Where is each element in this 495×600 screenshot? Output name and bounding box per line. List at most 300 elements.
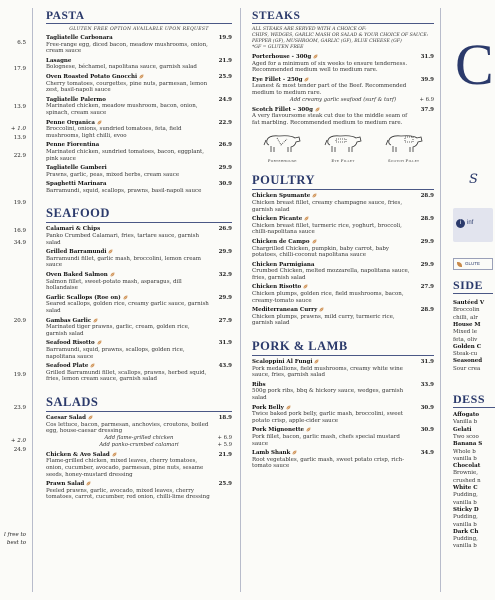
menu-item-price: 43.9: [218, 363, 232, 370]
menu-item-name: Pork Mignonette: [252, 427, 305, 434]
menu-item-name-row: [46, 74, 232, 81]
menu-item-price: 30.9: [218, 181, 232, 188]
gluten-free-icon: [86, 481, 91, 486]
gluten-free-icon: [108, 249, 113, 254]
menu-item-name-row: [46, 226, 232, 233]
menu-item-description: Marinated chicken, sundried tomatoes, bacon, eggplant, pink sauce: [46, 148, 204, 162]
menu-item-name: Scotch Fillet – 300g: [252, 106, 313, 113]
menu-item-cut: [453, 358, 482, 365]
menu-item-description: vanilla b: [453, 455, 477, 462]
column-pasta-seafood-salads: [46, 10, 232, 501]
desserts-title: DESS: [453, 392, 495, 408]
menu-item: [252, 262, 434, 282]
gluten-free-icon: [312, 193, 317, 198]
add-on-price: + 6.9: [419, 96, 434, 103]
menu-item-name: Penne Fiorentina: [46, 142, 100, 149]
menu-item-description: Barramundi, squid, prawns, scallops, golden rice, napolitana sauce: [46, 346, 185, 360]
menu-item-name-row: [46, 415, 232, 422]
gluten-free-icon: [88, 415, 93, 420]
left-price: + 2.0: [10, 438, 26, 444]
cut-label: Eye Fillet: [331, 158, 355, 164]
menu-item-name: House M: [453, 321, 481, 328]
menu-item-name: Scaloppini Al Fungi: [252, 359, 313, 366]
salads-title: SALADS: [46, 395, 232, 412]
cow-icon: [261, 130, 303, 154]
menu-item-description: 500g pork ribs, bbq & hickory sauce, wedges, garnish salad: [252, 388, 404, 401]
vegetarian-leaf-icon: [139, 74, 144, 79]
menu-item: [252, 77, 434, 97]
poultry-title: POULTRY: [252, 173, 434, 190]
menu-item-description: Panko Crumbed Calamari, fries, tartare sauce, garnish salad: [46, 233, 200, 246]
menu-item-name-row: [46, 181, 232, 188]
menu-item: [46, 415, 232, 435]
menu-item: [252, 427, 434, 447]
menu-item-description: Cos lettuce, bacon, parmesan, anchovies, croutons, boiled egg, house-caesar dressing: [46, 421, 209, 435]
menu-item-cut: [453, 514, 478, 521]
menu-item-price: 33.9: [420, 381, 434, 388]
menu-item-description: chilli, alr: [453, 314, 478, 321]
menu-item-name: White C: [453, 485, 478, 491]
menu-item-name: Chicken de Campo: [252, 238, 310, 245]
menu-item-price: 21.9: [218, 57, 232, 64]
menu-item-cut: [453, 434, 479, 441]
menu-item-price: 21.9: [218, 451, 232, 458]
add-on-option: [46, 442, 232, 449]
menu-item-price: 29.9: [218, 165, 232, 172]
menu-item: [252, 54, 434, 74]
menu-item-description: Broccolini, onions, sundried tomatoes, feta, field mushrooms, light chilli, evoo: [46, 126, 182, 139]
menu-item-name-row: [46, 142, 232, 149]
menu-item-description: Aged for a minimum of six weeks to ensure tenderness. Recommended medium well to medium rare.: [252, 60, 408, 74]
menu-item-cut: [453, 449, 476, 456]
menu-item-name: Golden C: [453, 343, 482, 350]
left-price: 23.9: [13, 405, 26, 411]
menu-item-name-row: [252, 216, 434, 223]
steaks-note-line: PEPPER (GF), MUSHROOM, GARLIC (GF), BLUE CHEESE (GF): [252, 39, 402, 44]
menu-item-cut: [453, 315, 478, 322]
menu-item-description: Prawns, garlic, peas, mixed herbs, cream sauce: [46, 171, 180, 178]
menu-item: [46, 318, 232, 338]
gluten-free-icon: [303, 284, 308, 289]
add-on-text: Add panko-crumbed calamari: [99, 441, 179, 448]
menu-item: [46, 142, 232, 162]
column-steaks-poultry-pork: [252, 10, 434, 470]
menu-item-name-row: [252, 382, 434, 389]
menu-item-name: Seafood Plate: [46, 363, 89, 370]
menu-item: [46, 340, 232, 360]
menu-item-price: 26.9: [218, 226, 232, 233]
menu-item-name-row: [252, 239, 434, 246]
menu-item-description: Marinated tiger prawns, garlic, cream, golden rice, garnish salad: [46, 324, 190, 337]
menu-item-name: Grilled Barramundi: [46, 249, 107, 256]
menu-item-name: Porterhouse - 300g: [252, 54, 312, 60]
menu-item: [46, 165, 232, 178]
gluten-free-icon: [93, 318, 98, 323]
menu-item-cut: [453, 522, 477, 529]
menu-item-cut: [453, 463, 480, 470]
gluten-free-icon: [97, 340, 102, 345]
menu-item-description: Two scoo: [453, 433, 479, 440]
menu-item-cut: [453, 329, 477, 336]
info-icon: i: [456, 219, 465, 228]
steaks-note-line: CHIPS, WEDGES, GARLIC MASH OR SALAD & YOUR CHOICE OF SAUCE:: [252, 33, 429, 38]
right-strip: [441, 0, 494, 600]
gluten-free-icon: [312, 239, 317, 244]
menu-item-name: Chicken Risotto: [252, 284, 302, 291]
menu-item-description: Sour crea: [453, 365, 481, 372]
pork-lamb-list: [252, 359, 434, 470]
script-letter: S: [469, 172, 478, 187]
menu-item-name-row: [46, 340, 232, 347]
menu-item: [46, 249, 232, 269]
gluten-free-icon: [306, 427, 311, 432]
menu-item-cut: [453, 536, 478, 543]
menu-item-price: 25.9: [218, 481, 232, 488]
gluten-free-icon: [304, 216, 309, 221]
menu-item-cut: [453, 300, 484, 307]
menu-item-description: Steak-cu: [453, 351, 478, 358]
left-price: 6.5: [17, 40, 26, 46]
menu-item-name: Lamb Shank: [252, 450, 291, 457]
pasta-title: PASTA: [46, 10, 232, 24]
menu-item-name: Tagliatelle Gamberi: [46, 165, 107, 172]
vegetarian-leaf-icon: [97, 120, 102, 125]
steak-cut: [373, 130, 434, 163]
cow-icon: [322, 130, 364, 154]
add-on-option: [46, 435, 232, 442]
menu-item-name-row: [46, 452, 232, 459]
info-button[interactable]: [453, 208, 493, 242]
menu-item-description: Chicken breast fillet, creamy champagne sauce, fries, garnish salad: [252, 199, 403, 213]
menu-item: [46, 181, 232, 194]
gluten-free-icon: [123, 295, 128, 300]
menu-item-name-row: [252, 359, 434, 366]
menu-item-description: Pudding,: [453, 492, 478, 499]
menu-item-name: Tagliatelle Palermo: [46, 96, 106, 103]
menu-item-description: Leanest & most tender part of the Beef. Recommended medium to medium rare.: [252, 83, 407, 96]
menu-item: [252, 382, 434, 402]
menu-item-price: 31.9: [420, 359, 434, 366]
gluten-tag-label: GLUTE: [465, 261, 481, 266]
menu-item-name-row: [46, 272, 232, 279]
menu-item-description: Pudding,: [453, 536, 478, 543]
menu-item-description: Pork medallions, field mushrooms, creamy white wine sauce, fries, garnish salad: [252, 365, 403, 379]
menu-item: [252, 359, 434, 379]
menu-item-price: 29.9: [218, 249, 232, 256]
gluten-free-icon: [304, 77, 309, 82]
menu-item-description: Chicken breast fillet, turmeric rice, yoghurt, broccoli, chilli-napolitana sauce: [252, 222, 402, 236]
gluten-free-icon: [314, 359, 319, 364]
menu-item: [252, 239, 434, 259]
menu-item-cut: [453, 492, 478, 499]
menu-item-description: vanilla b: [453, 499, 477, 506]
menu-item-description: feta, oliv: [453, 336, 478, 343]
gluten-free-icon: [315, 107, 320, 112]
menu-item: [252, 405, 434, 425]
menu-item: [252, 107, 434, 127]
menu-item-cut: [453, 337, 477, 344]
left-price: 20.9: [13, 318, 26, 324]
menu-item-name: Prawn Salad: [46, 481, 85, 488]
steaks-note-line: *GF = GLUTEN FREE: [252, 45, 304, 50]
menu-item-cut: [453, 419, 477, 426]
steak-cut: [252, 130, 313, 163]
add-on-price: + 5.9: [217, 441, 232, 448]
steaks-note: [252, 27, 434, 51]
menu-item-name-row: [46, 165, 232, 172]
menu-item-price: 34.9: [420, 450, 434, 457]
menu-item-price: 30.9: [420, 404, 434, 411]
cut-label: Scotch Fillet: [387, 158, 420, 164]
add-on-text: Add creamy garlic seafood (surf & turf): [289, 96, 397, 103]
menu-item-cut: [453, 307, 480, 314]
left-price: 22.9: [13, 153, 26, 159]
menu-item-price: 24.9: [218, 96, 232, 103]
menu-item-name-row: [252, 405, 434, 412]
gluten-free-icon: [313, 54, 318, 59]
menu-item-name-row: [252, 107, 434, 114]
menu-item-name: Penne Organica: [46, 119, 95, 126]
menu-item-name: Gelati: [453, 426, 472, 433]
menu-item-description: A very flavoursome steak cut due to the middle seam of fat marbling. Recommended medium to medium rare.: [252, 113, 408, 126]
menu-item-description: Vanilla b: [453, 419, 478, 426]
menu-item: [46, 226, 232, 246]
menu-item-description: Twice baked pork belly, garlic mash, broccolini, sweet potato crisp, apple-cider sauce: [252, 411, 404, 424]
menu-item-description: Grilled Barramundi fillet, scallops, prawns, herbed squid, fries, lemon cream sauce, garnish salad: [46, 369, 207, 383]
menu-item-description: crushed n: [453, 477, 481, 484]
menu-item-name-row: [46, 35, 232, 42]
menu-item-name-row: [46, 120, 232, 127]
menu-item-name: Calamari & Chips: [46, 226, 101, 233]
menu-item-name-row: [46, 363, 232, 370]
gluten-free-icon: [319, 307, 324, 312]
menu-item-description: Chicken plumps, prawns, mild curry, turmeric rice, garnish salad: [252, 313, 395, 327]
menu-item: [46, 481, 232, 501]
gluten-free-icon: [286, 405, 291, 410]
menu-item-name: Chocolat: [453, 463, 481, 470]
menu-item-name: Eye Fillet - 250g: [252, 76, 303, 83]
menu-item-name: Chicken Spumante: [252, 193, 311, 200]
menu-item-cut: [453, 485, 478, 492]
add-on-text: Add flame-grilled chicken: [104, 434, 174, 441]
menu-item-cut: [453, 507, 479, 514]
menu-item: [252, 450, 434, 470]
menu-item-name-row: [252, 54, 434, 61]
menu-item-price: 26.9: [218, 142, 232, 149]
menu-item-name: Banana S: [453, 441, 483, 448]
column-divider: [32, 8, 33, 592]
gluten-free-icon: [110, 272, 115, 277]
menu-item-cut: [453, 366, 480, 373]
seafood-title: SEAFOOD: [46, 206, 232, 223]
menu-item-description: Brownie,: [453, 470, 478, 477]
menu-item-name: Sticky D: [453, 506, 479, 513]
left-price: 13.9: [13, 104, 26, 110]
menu-item-name: Lasagne: [46, 57, 72, 64]
menu-item-name: Chicken & Avo Salad: [46, 451, 110, 458]
gluten-free-icon: [90, 363, 95, 368]
menu-item-name: Dark Ch: [453, 528, 479, 535]
menu-item-description: Chicken plumps, golden rice, field mushrooms, bacon, creamy-tomato sauce: [252, 291, 404, 304]
seafood-list: [46, 226, 232, 382]
menu-item: [46, 452, 232, 478]
info-button-label: inf: [467, 220, 474, 226]
poultry-list: [252, 193, 434, 327]
menu-item-description: Pudding,: [453, 514, 478, 521]
add-on-price: + 6.9: [217, 434, 232, 441]
menu-item-price: 22.9: [218, 119, 232, 126]
menu-item-price: 31.9: [420, 54, 434, 60]
menu-item: [252, 216, 434, 236]
menu-item-price: 28.9: [420, 193, 434, 200]
menu-item-name: Sautéed V: [453, 300, 485, 306]
menu-item-price: 27.9: [218, 317, 232, 324]
left-strip: [0, 0, 30, 600]
menu-item-name-row: [252, 284, 434, 291]
sides-title: SIDE: [453, 278, 493, 294]
menu-item-name: Gambas Garlic: [46, 317, 92, 324]
menu-item-description: Barramundi fillet, garlic mash, broccolini, lemon cream sauce: [46, 255, 202, 269]
menu-item: [46, 363, 232, 383]
menu-item-description: Bolognese, béchamel, napolitana sauce, garnish salad: [46, 64, 197, 71]
left-price: 19.9: [13, 372, 26, 378]
menu-item: [46, 97, 232, 117]
menu-item-cut: [453, 529, 478, 536]
menu-item-name-row: [46, 295, 232, 302]
menu-item: [46, 74, 232, 94]
menu-item-description: Root vegetables, garlic mash, sweet potato crisp, rich-tomato sauce: [252, 456, 405, 470]
left-price: 16.9: [13, 228, 26, 234]
steak-cut: [313, 130, 374, 163]
menu-item-description: Chargrilled Chicken, pumpkin, baby carrot, baby potatoes, chilli-coconut napolitana sauce: [252, 245, 389, 259]
menu-item-name: Ribs: [252, 381, 266, 388]
menu-item-cut: [453, 322, 480, 329]
menu-item-description: Pork fillet, bacon, garlic mash, chefs special mustard sauce: [252, 433, 400, 447]
salads-list: [46, 415, 232, 501]
menu-item-name: Tagliatelle Carbonara: [46, 35, 113, 41]
menu-item-description: vanilla b: [453, 521, 477, 528]
menu-item-price: 29.9: [218, 294, 232, 301]
menu-item-name: Chicken Picante: [252, 216, 303, 223]
menu-item-description: Peeled prawns, garlic, avocado, mixed leaves, cherry tomatoes, carrot, cucumber, red onion, chilli-lime dressing: [46, 487, 210, 501]
menu-item-description: Crumbed Chicken, melted mozzarella, napolitana sauce, fries, garnish salad: [252, 268, 410, 281]
menu-item-name: Chicken Parmigiana: [252, 261, 315, 268]
menu-item-cut: [453, 441, 482, 448]
menu-item: [252, 307, 434, 327]
menu-item-price: 31.9: [218, 340, 232, 347]
menu-item-cut: [453, 543, 477, 550]
menu-item: [46, 35, 232, 55]
left-note: best to: [6, 540, 26, 546]
menu-item-description: Free-range egg, diced bacon, meadow mushrooms, onion, cream sauce: [46, 41, 208, 55]
menu-item-price: 27.9: [420, 284, 434, 291]
pasta-note: GLUTEN FREE OPTION AVAILABLE UPON REQUEST: [69, 27, 209, 32]
menu-item-name: Seasoned: [453, 358, 483, 365]
menu-item-price: 30.9: [420, 427, 434, 434]
menu-item-price: 29.9: [420, 261, 434, 268]
menu-item-description: Seared scallops, golden rice, creamy garlic sauce, garnish salad: [46, 301, 209, 314]
column-divider: [240, 8, 241, 592]
menu-item-price: 32.9: [218, 272, 232, 279]
left-price: 17.9: [13, 66, 26, 72]
menu-item-name: Seafood Risotto: [46, 340, 95, 347]
menu-item-cut: [453, 412, 479, 419]
leaf-icon: [457, 262, 462, 267]
menu-item-name-row: [252, 450, 434, 457]
left-price: 24.9: [13, 447, 26, 453]
menu-item-price: 28.9: [420, 216, 434, 223]
menu-item-name: Affogato: [453, 412, 480, 418]
menu-item-name-row: [252, 427, 434, 434]
menu-item-price: 39.9: [420, 76, 434, 83]
menu-item-name-row: [46, 318, 232, 325]
menu-item-cut: [453, 344, 481, 351]
add-on-option: [252, 97, 434, 104]
menu-item-description: Barramundi, squid, scallops, prawns, basil-napoli sauce: [46, 187, 202, 194]
menu-item: [46, 295, 232, 315]
menu-item-price: 18.9: [218, 414, 232, 421]
menu-item-name: Mediterranean Curry: [252, 307, 318, 314]
left-price: 34.9: [13, 240, 26, 246]
menu-item: [46, 120, 232, 140]
menu-item-name-row: [252, 193, 434, 200]
menu-item-name-row: [46, 249, 232, 256]
menu-item-cut: [453, 427, 471, 434]
menu-item-price: 19.9: [218, 35, 232, 41]
menu-item-name-row: [46, 97, 232, 104]
menu-item-description: Salmon fillet, sweet-potato mash, asparagus, dill hollandaise: [46, 278, 182, 292]
pasta-list: [46, 35, 232, 194]
menu-item-description: Broccolin: [453, 307, 480, 314]
menu-item-name: Spaghetti Marinara: [46, 181, 107, 188]
menu-item: [252, 284, 434, 304]
menu-item-name-row: [252, 262, 434, 269]
menu-item-cut: [453, 470, 478, 477]
steak-cuts-illustration: [252, 130, 434, 163]
menu-item-cut: [453, 456, 477, 463]
pork-lamb-title: PORK & LAMB: [252, 339, 434, 356]
menu-item-price: 25.9: [218, 73, 232, 80]
menu-item-name: Oven Roasted Potato Gnocchi: [46, 73, 138, 80]
menu-item: [252, 193, 434, 213]
menu-item-name-row: [46, 481, 232, 488]
menu-item-description: Marinated chicken, meadow mushroom, bacon, onion, spinach, cream sauce: [46, 103, 198, 116]
menu-item-name: Garlic Scallops (Roe on): [46, 294, 121, 301]
menu-item: [46, 58, 232, 71]
menu-item-name: Pork Belly: [252, 404, 284, 411]
steaks-list: [252, 54, 434, 126]
left-price: 13.9: [13, 135, 26, 141]
menu-item-cut: [453, 478, 481, 485]
gluten-free-icon: [292, 450, 297, 455]
menu-item-name-row: [252, 77, 434, 84]
menu-item-price: 29.9: [420, 238, 434, 245]
left-price: + 1.0: [10, 126, 26, 132]
menu-item-name-row: [252, 307, 434, 314]
steaks-note-line: ALL STEAKS ARE SERVED WITH A CHOICE OF:: [252, 27, 367, 32]
menu-item-name: Caesar Salad: [46, 414, 86, 421]
gluten-tag: [453, 258, 493, 270]
brand-letter: C: [455, 32, 494, 97]
menu-item-description: Whole b: [453, 448, 476, 455]
menu-item-description: vanilla b: [453, 543, 477, 550]
left-price: 19.9: [13, 200, 26, 206]
steaks-title: STEAKS: [252, 10, 434, 24]
cow-icon: [383, 130, 425, 154]
menu-item-description: Mixed le: [453, 329, 478, 336]
gluten-free-icon: [112, 452, 117, 457]
left-note: l free to: [4, 532, 26, 538]
